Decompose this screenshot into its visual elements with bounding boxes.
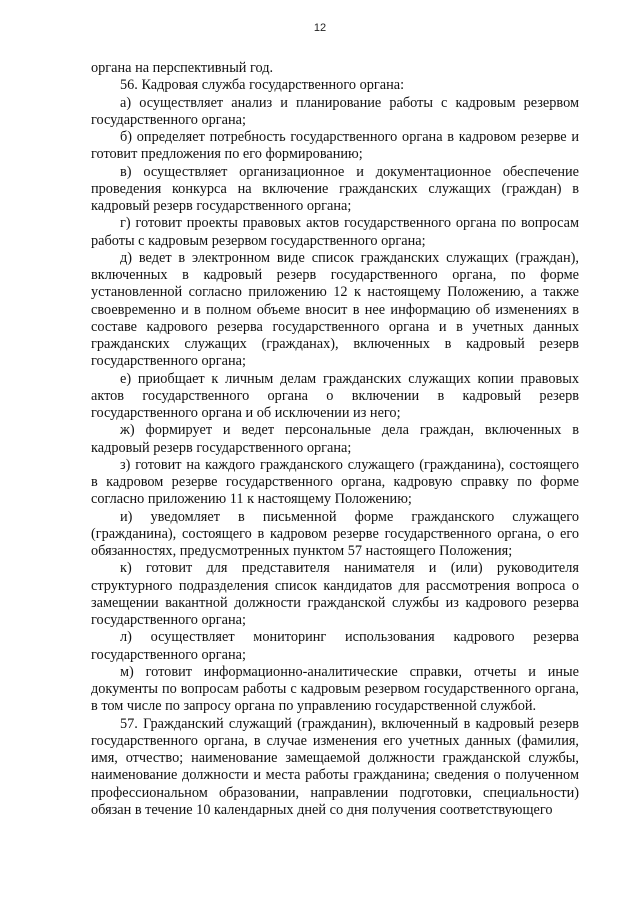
- paragraph-56-l: л) осуществляет мониторинг использования кадрового резерва государственного органа;: [91, 629, 579, 663]
- paragraph-56-z: з) готовит на каждого гражданского служащего (гражданина), состоящего в кадровом резерве государственного органа, кадровую справку по форме согласно приложению 11 к настоящему Положению;: [91, 456, 579, 508]
- paragraph-56-v: в) осуществляет организационное и документационное обеспечение проведения конкурса на включение гражданских служащих (граждан) в кадровый резерв государственного органа;: [91, 163, 579, 214]
- paragraph-56-a: а) осуществляет анализ и планирование работы с кадровым резервом государственного органа;: [91, 94, 579, 128]
- paragraph-56-g: г) готовит проекты правовых актов государственного органа по вопросам работы с кадровым резервом государственного органа;: [91, 215, 579, 249]
- paragraph-56-i: и) уведомляет в письменной форме гражданского служащего (гражданина), состоящего в кадровом резерве государственного органа, о его обязанностях, предусмотренных пунктом 57 настоящего Положения;: [91, 508, 579, 559]
- paragraph-56-d: д) ведет в электронном виде список гражданских служащих (граждан), включенных в кадровый резерв государственного органа, по форме установленной согласно приложению 12 к настоящему Положению, а также своевременно и в полном объеме вносит в нее информацию об изменениях в составе кадрового резерва государственного органа и в учетных данных гражданских служащих (гражданах), включенных в кадровый резерв государственного органа;: [91, 249, 579, 370]
- page-number: 12: [313, 22, 327, 34]
- paragraph-56-k: к) готовит для представителя нанимателя и (или) руководителя структурного подразделения список кандидатов для рассмотрения вопроса о замещении вакантной должности гражданской службы из кадрового резерва государственного органа;: [91, 560, 579, 628]
- paragraph-56-m: м) готовит информационно-аналитические справки, отчеты и иные документы по вопросам работы с кадровым резервом государственного органа, в том числе по запросу органа по управлению государственной службой.: [91, 663, 579, 715]
- paragraph-56-zh: ж) формирует и ведет персональные дела граждан, включенных в кадровый резерв государственного органа;: [91, 422, 579, 456]
- document-body: [91, 60, 579, 819]
- paragraph-56-heading: 56. Кадровая служба государственного органа:: [120, 77, 405, 94]
- paragraph-56-b: б) определяет потребность государственного органа в кадровом резерве и готовит предложения по его формированию;: [91, 129, 579, 163]
- paragraph-continuation: органа на перспективный год.: [91, 60, 274, 76]
- paragraph-56-e: е) приобщает к личным делам гражданских служащих копии правовых актов государственного органа о включении в кадровый резерв государственного органа и об исключении из него;: [91, 370, 579, 421]
- paragraph-57: 57. Гражданский служащий (гражданин), включенный в кадровый резерв государственного органа, в случае изменения его учетных данных (фамилия, имя, отчество; наименование замещаемой должности гражданской службы, наименование должности и места работы гражданина; сведения о полученном профессиональном образовании, направлении подготовки, специальности) обязан в течение 10 календарных дней со дня получения соответствующего: [91, 715, 579, 818]
